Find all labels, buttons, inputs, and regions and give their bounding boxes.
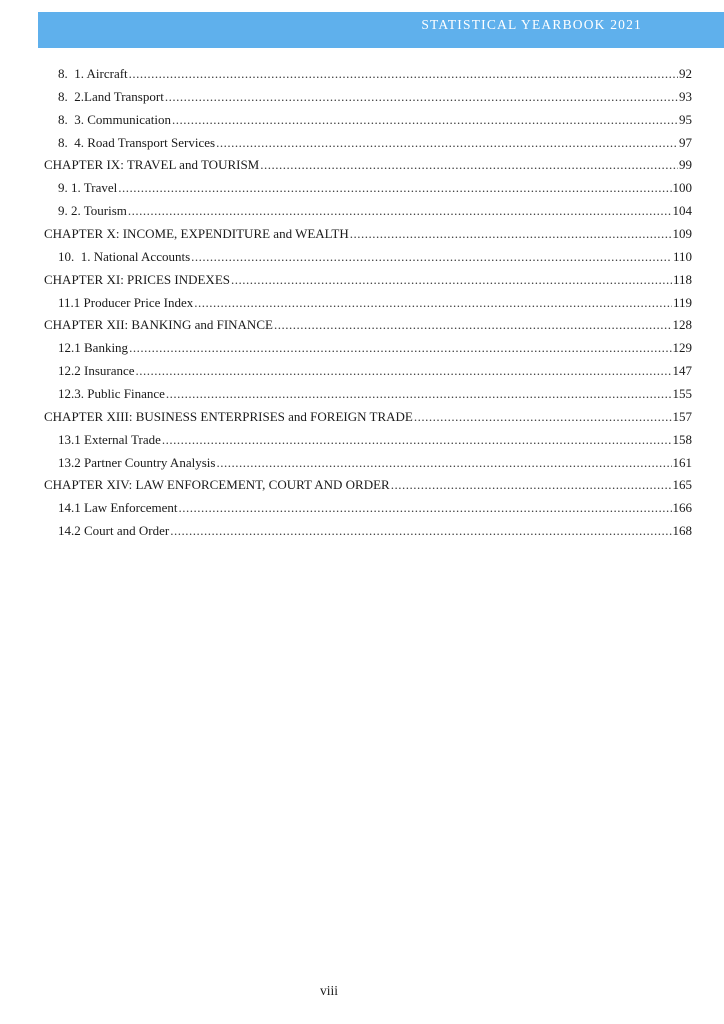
- toc-section-entry[interactable]: [44, 177, 692, 200]
- toc-entry-label: CHAPTER XIII: BUSINESS ENTERPRISES and FOREIGN TRADE: [44, 408, 413, 424]
- toc-section-entry[interactable]: [44, 109, 692, 132]
- toc-dot-leader: [194, 292, 672, 315]
- toc-dot-leader: [170, 520, 671, 543]
- toc-chapter-entry[interactable]: [44, 406, 692, 429]
- toc-section-entry[interactable]: [44, 452, 692, 475]
- toc-dot-leader: [178, 497, 671, 520]
- toc-entry-label: 13.2 Partner Country Analysis: [58, 454, 216, 470]
- toc-entry-page: 92: [679, 66, 692, 81]
- toc-entry-page: 110: [672, 248, 692, 264]
- toc-chapter-entry[interactable]: [44, 223, 692, 246]
- toc-entry-label: 9. 1. Travel: [58, 180, 118, 196]
- toc-entry-page: 166: [672, 500, 692, 516]
- toc-dot-leader: [165, 86, 678, 109]
- toc-entry-label: 9. 2. Tourism: [58, 203, 127, 219]
- toc-entry-label: CHAPTER IX: TRAVEL and TOURISM: [44, 157, 260, 173]
- toc-entry-page: 93: [679, 88, 692, 104]
- toc-entry-label: 14.2 Court and Order: [58, 523, 170, 539]
- toc-entry-label: 8. 2.Land Transport: [58, 88, 164, 104]
- toc-dot-leader: [414, 406, 672, 429]
- toc-dot-leader: [350, 223, 672, 246]
- toc-entry-page: 97: [679, 134, 692, 150]
- toc-entry-label: CHAPTER XI: PRICES INDEXES: [44, 271, 230, 287]
- toc-entry-page: 168: [672, 523, 692, 539]
- toc-entry-page: 99: [679, 157, 692, 173]
- toc-entry-label: 14.1 Law Enforcement: [58, 500, 178, 516]
- toc-section-entry[interactable]: [44, 132, 692, 155]
- toc-entry-page: 118: [672, 271, 692, 287]
- toc-chapter-entry[interactable]: [44, 269, 692, 292]
- toc-dot-leader: [128, 200, 672, 223]
- table-of-contents: [44, 63, 692, 543]
- toc-section-entry[interactable]: [44, 429, 692, 452]
- toc-dot-leader: [391, 474, 672, 497]
- toc-dot-leader: [166, 383, 672, 406]
- toc-section-entry[interactable]: [44, 63, 692, 86]
- toc-entry-page: 147: [672, 363, 692, 379]
- toc-dot-leader: [231, 269, 672, 292]
- toc-dot-leader: [162, 429, 672, 452]
- toc-entry-page: 109: [672, 226, 692, 242]
- toc-entry-label: 8. 1. Aircraft: [58, 66, 128, 81]
- toc-entry-page: 104: [672, 203, 692, 219]
- toc-entry-label: 11.1 Producer Price Index: [58, 294, 194, 310]
- toc-dot-leader: [216, 132, 678, 155]
- toc-dot-leader: [274, 314, 672, 337]
- toc-entry-page: 158: [672, 431, 692, 447]
- toc-entry-label: CHAPTER X: INCOME, EXPENDITURE and WEALTH: [44, 226, 349, 242]
- toc-entry-label: 8. 4. Road Transport Services: [58, 134, 216, 150]
- toc-entry-label: CHAPTER XIV: LAW ENFORCEMENT, COURT AND ORDER: [44, 477, 390, 493]
- toc-dot-leader: [216, 452, 671, 475]
- toc-section-entry[interactable]: [44, 337, 692, 360]
- toc-entry-label: 12.3. Public Finance: [58, 386, 165, 402]
- toc-dot-leader: [129, 337, 671, 360]
- toc-entry-label: 8. 3. Communication: [58, 111, 172, 127]
- toc-chapter-entry[interactable]: [44, 474, 692, 497]
- toc-entry-page: 157: [672, 408, 692, 424]
- toc-entry-page: 161: [672, 454, 692, 470]
- toc-entry-page: 129: [672, 340, 692, 356]
- toc-entry-page: 128: [672, 317, 692, 333]
- toc-section-entry[interactable]: [44, 520, 692, 543]
- toc-entry-label: 12.1 Banking: [58, 340, 129, 356]
- toc-section-entry[interactable]: [44, 86, 692, 109]
- toc-section-entry[interactable]: [44, 383, 692, 406]
- toc-dot-leader: [129, 63, 678, 86]
- toc-entry-label: CHAPTER XII: BANKING and FINANCE: [44, 317, 273, 333]
- toc-entry-label: 13.1 External Trade: [58, 431, 161, 447]
- toc-section-entry[interactable]: [44, 246, 692, 269]
- toc-chapter-entry[interactable]: [44, 314, 692, 337]
- toc-entry-page: 119: [672, 294, 692, 310]
- toc-entry-page: 155: [672, 386, 692, 402]
- toc-dot-leader: [191, 246, 672, 269]
- toc-section-entry[interactable]: [44, 360, 692, 383]
- toc-dot-leader: [118, 177, 671, 200]
- toc-entry-page: 95: [679, 111, 692, 127]
- toc-section-entry[interactable]: [44, 200, 692, 223]
- toc-dot-leader: [136, 360, 672, 383]
- header-title: STATISTICAL YEARBOOK 2021: [421, 17, 642, 32]
- toc-entry-page: 165: [672, 477, 692, 493]
- header-band: [38, 12, 724, 48]
- toc-dot-leader: [172, 109, 678, 132]
- toc-section-entry[interactable]: [44, 497, 692, 520]
- toc-entry-label: 12.2 Insurance: [58, 363, 135, 379]
- toc-entry-page: 100: [672, 180, 692, 196]
- toc-chapter-entry[interactable]: [44, 154, 692, 177]
- toc-section-entry[interactable]: [44, 292, 692, 315]
- page-number: viii: [319, 983, 338, 998]
- toc-entry-label: 10. 1. National Accounts: [58, 248, 191, 264]
- toc-dot-leader: [260, 154, 678, 177]
